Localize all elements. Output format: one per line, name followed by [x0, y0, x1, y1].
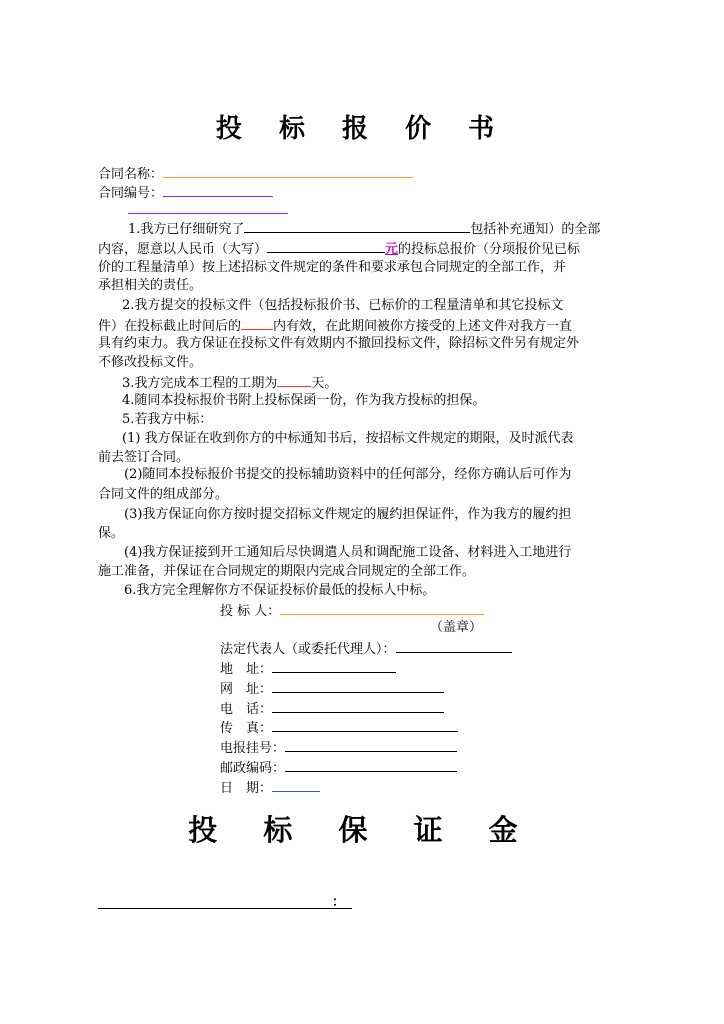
- telegraph-row: [220, 737, 457, 759]
- bond-colon: ：: [332, 895, 346, 910]
- postcode-field[interactable]: [285, 757, 457, 772]
- p5-3-line1: (3)我方保证向你方按时提交招标文件规定的履约担保证件，作为我方的履约担: [124, 507, 572, 522]
- bidder-label: 投 标 人：: [220, 604, 281, 619]
- section-title-bid-bond: 投 标 保 证 金: [188, 813, 536, 847]
- address-label: 地 址：: [220, 662, 273, 677]
- fax-label: 传 真：: [220, 721, 273, 736]
- seal-text: （盖章）: [430, 620, 483, 635]
- bond-addressee-line[interactable]: [98, 908, 352, 909]
- p1-line3: 价的工程量清单）按上述招标文件规定的条件和要求承包合同规定的全部工作，并: [98, 260, 567, 275]
- contract-no-field[interactable]: [163, 182, 273, 197]
- address-field[interactable]: [272, 658, 396, 673]
- telegraph-label: 电报挂号：: [220, 741, 286, 756]
- date-label: 日 期：: [220, 781, 273, 796]
- p1-text-d: 的投标总报价（分项报价见已标: [398, 242, 581, 257]
- amount-field[interactable]: [267, 238, 385, 253]
- phone-label: 电 话：: [220, 702, 273, 717]
- p5-1-line2: 前去签订合同。: [98, 450, 190, 465]
- postcode-label: 邮政编码：: [220, 761, 286, 776]
- p5-4-line2: 施工准备，并保证在合同规定的期限内完成合同规定的全部工作。: [98, 564, 476, 579]
- p1-text-c: 内容，愿意以人民币（大写）: [98, 242, 268, 257]
- p6-line: 6.我方完全理解你方不保证投标价最低的投标人中标。: [124, 583, 436, 598]
- fax-row: [220, 717, 458, 739]
- p1-text-a: 1.我方已仔细研究了: [128, 222, 245, 237]
- duration-field[interactable]: [277, 372, 311, 387]
- p2-line4: 不修改投标文件。: [98, 355, 203, 370]
- date-field[interactable]: [272, 777, 320, 792]
- fax-field[interactable]: [272, 717, 458, 732]
- website-label: 网 址：: [220, 682, 273, 697]
- p2-line3: 具有约束力。我方保证在投标文件有效期内不撤回投标文件，除招标文件另有规定外: [98, 336, 580, 351]
- p5-2-line2: 合同文件的组成部分。: [98, 487, 229, 502]
- p3-text-a: 3.我方完成本工程的工期为: [122, 376, 278, 391]
- legal-rep-row: [220, 638, 512, 660]
- p5-1-line1: (1) 我方保证在收到你方的中标通知书后，按招标文件规定的期限，及时派代表: [122, 431, 574, 446]
- address-row: [220, 658, 396, 680]
- p1-line4: 承担相关的责任。: [98, 278, 203, 293]
- p5-3-line2: 保。: [98, 526, 125, 541]
- contract-no-label: 合同编号：: [98, 186, 164, 201]
- date-row: [220, 777, 320, 799]
- page-title: 投 标 报 价 书: [215, 114, 509, 144]
- p4-line: 4.随同本投标报价书附上投标保函一份，作为我方投标的担保。: [122, 393, 486, 408]
- p2-line1: 2.我方提交的投标文件（包括投标报价书、已标价的工程量清单和其它投标文: [122, 298, 564, 313]
- p5-2-line1: (2)随同本投标报价书提交的投标辅助资料中的任何部分，经你方确认后可作为: [124, 467, 572, 482]
- legal-rep-label: 法定代表人（或委托代理人）：: [220, 642, 396, 657]
- bidder-field[interactable]: [280, 600, 484, 615]
- website-field[interactable]: [272, 678, 444, 693]
- p1-line2: [98, 238, 580, 260]
- yuan-text: 元: [385, 242, 399, 257]
- addressee-line[interactable]: [128, 213, 288, 214]
- website-row: [220, 678, 444, 700]
- p2-text-b2: 内有效，在此期间被你方接受的上述文件对我方一直: [273, 319, 573, 334]
- phone-field[interactable]: [272, 698, 444, 713]
- tender-doc-field[interactable]: [244, 218, 470, 233]
- contract-name-label: 合同名称：: [98, 167, 164, 182]
- postcode-row: [220, 757, 457, 779]
- contract-name-field[interactable]: [163, 163, 413, 178]
- validity-period-field[interactable]: [241, 315, 273, 330]
- p1-line1: [128, 218, 600, 240]
- legal-rep-field[interactable]: [396, 638, 512, 653]
- p5-line: 5.若我方中标：: [122, 412, 213, 427]
- contract-no-row: [98, 182, 273, 204]
- p2-text-b1: 件）在投标截止时间后的: [98, 319, 242, 334]
- p1-text-b: 包括补充通知）的全部: [470, 222, 601, 237]
- p5-4-line1: (4)我方保证接到开工通知后尽快调遣人员和调配施工设备、材料进入工地进行: [124, 545, 572, 560]
- telegraph-field[interactable]: [285, 737, 457, 752]
- p3-text-b: 天。: [311, 376, 338, 391]
